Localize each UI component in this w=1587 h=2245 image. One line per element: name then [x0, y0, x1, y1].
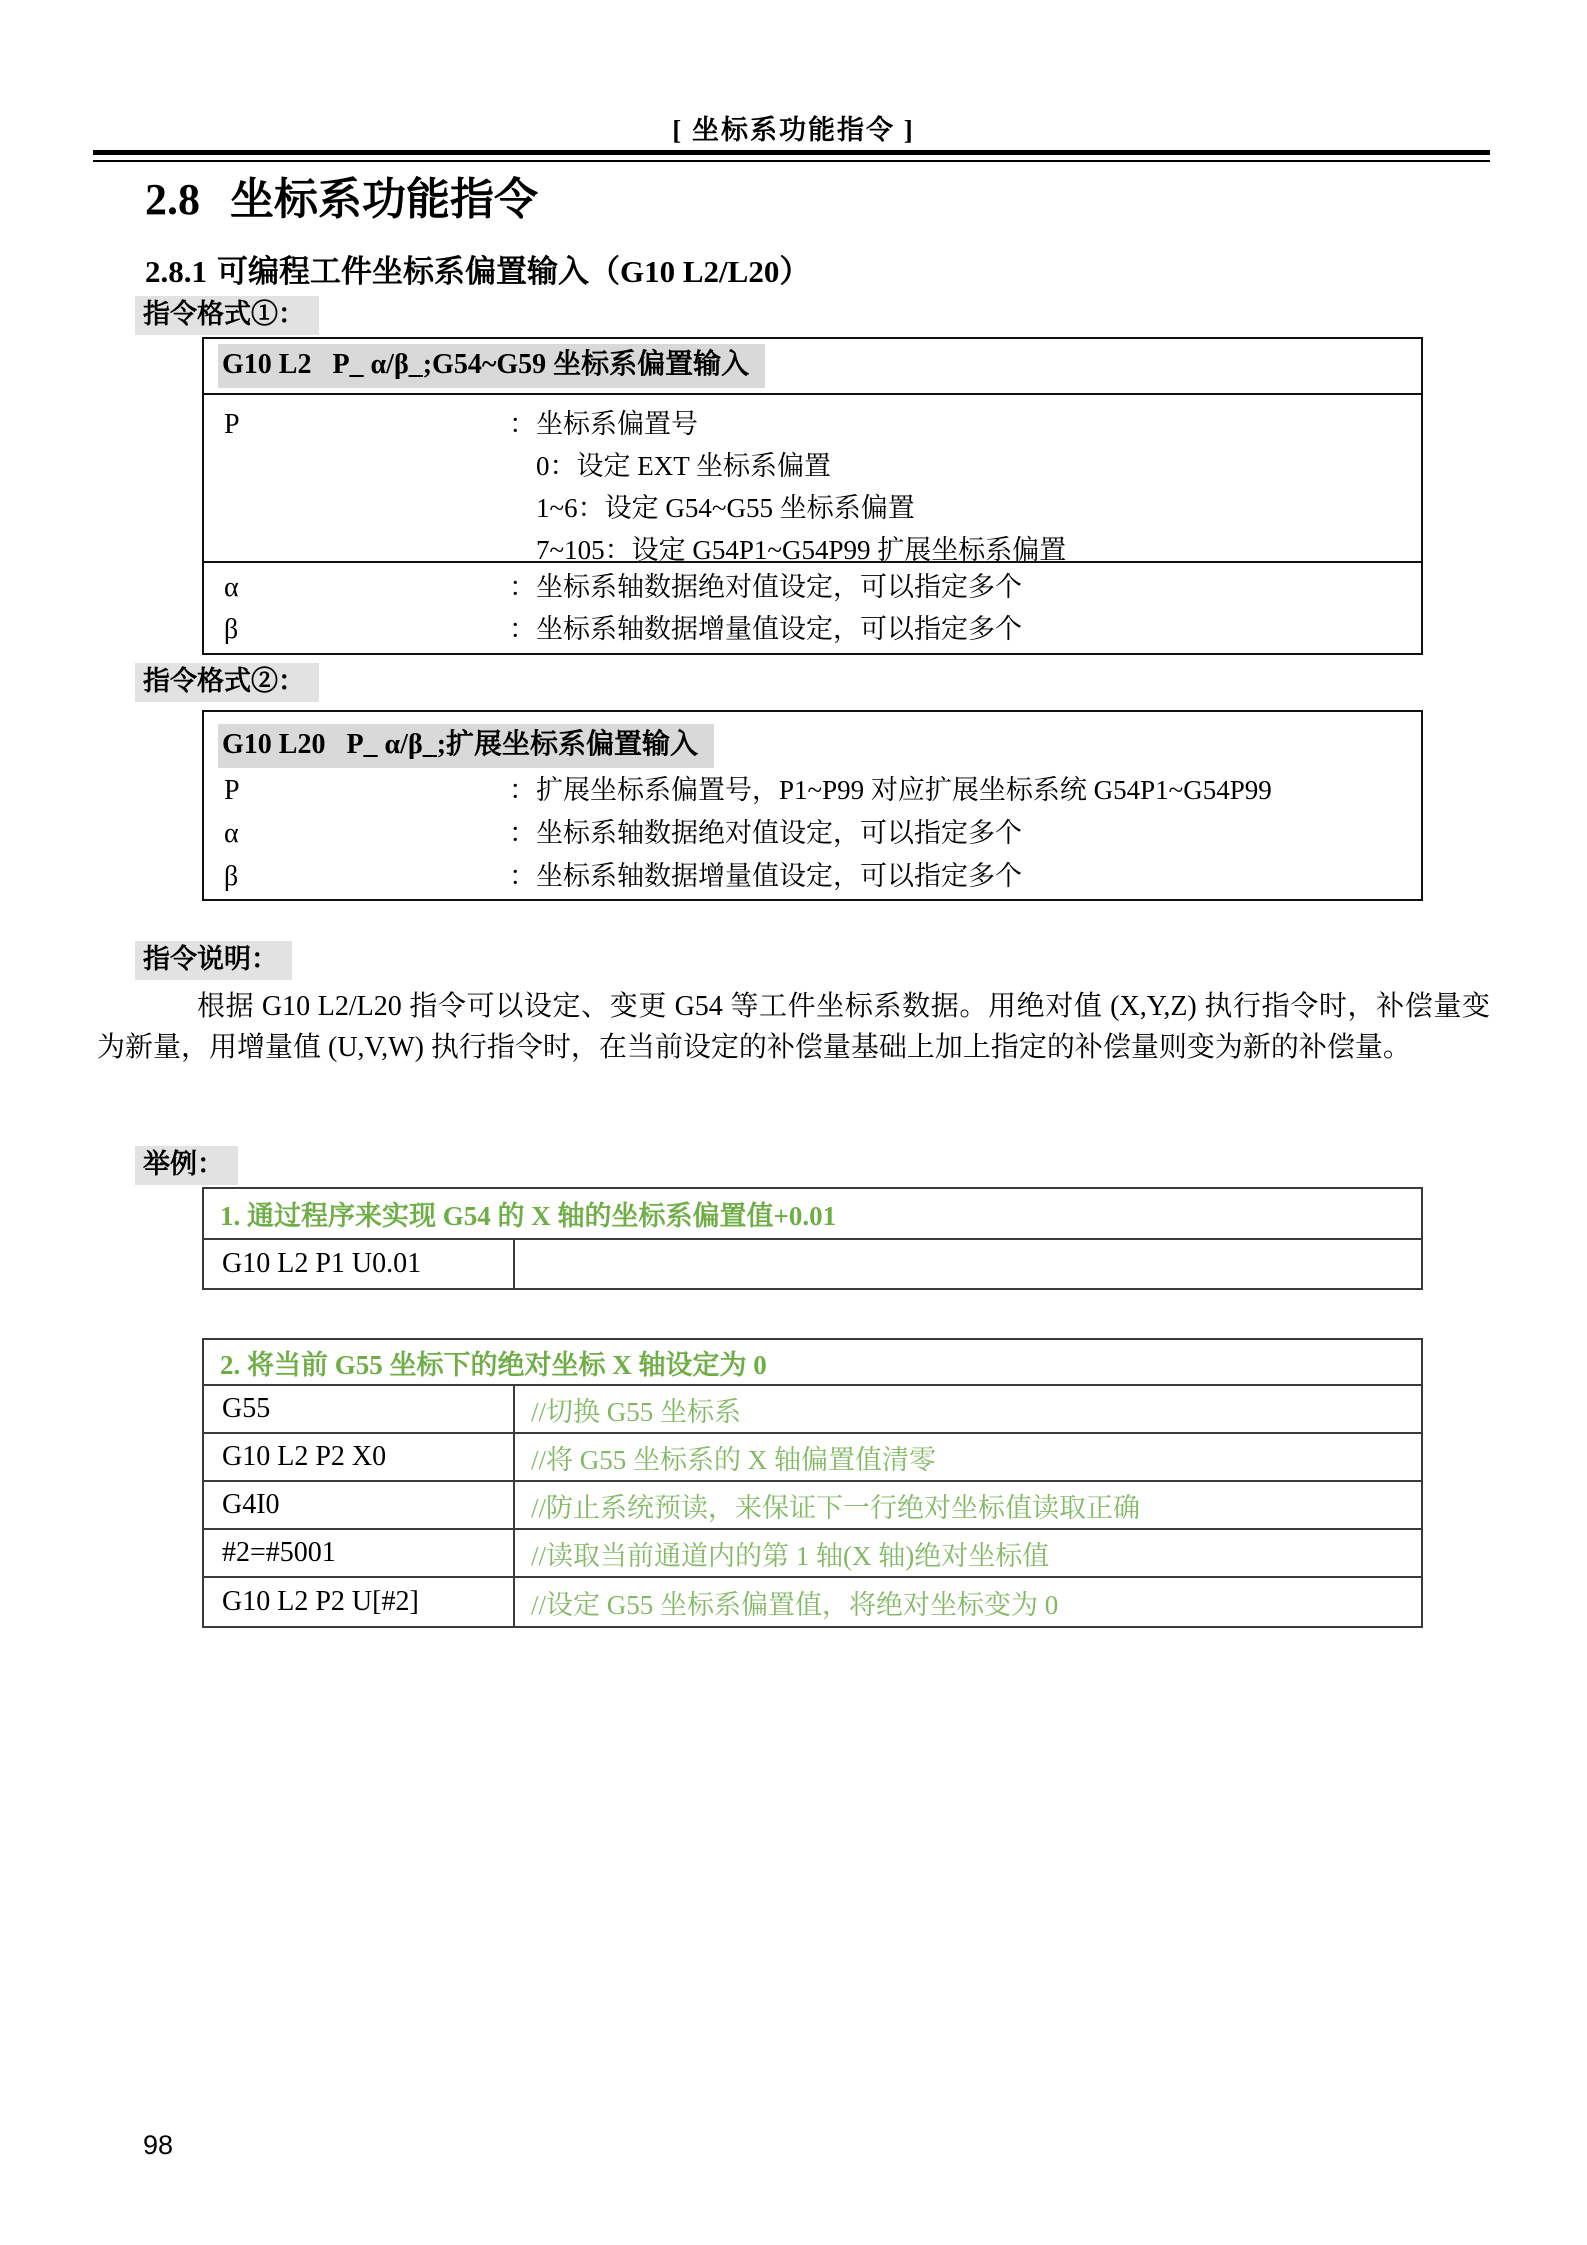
- section-heading: [145, 163, 538, 227]
- comment-cell: //切换 G55 坐标系: [531, 1396, 742, 1427]
- param-desc: ：扩展坐标系偏置号，P1~P99 对应扩展坐标系统 G54P1~G54P99: [509, 775, 1272, 805]
- table-row: [204, 1530, 1421, 1578]
- param-desc: ：坐标系偏置号: [509, 409, 698, 439]
- format1-axis-section: [204, 561, 1421, 649]
- comment-cell: [515, 1240, 1421, 1288]
- code-cell: G10 L2 P2 X0: [204, 1434, 515, 1480]
- table-row: [204, 1482, 1421, 1530]
- label-explanation: 指令说明：: [135, 941, 292, 980]
- param-desc: ：坐标系轴数据增量值设定，可以指定多个: [509, 861, 1022, 891]
- code-cell: G4I0: [204, 1482, 515, 1528]
- comment-cell: //设定 G55 坐标系偏置值，将绝对坐标变为 0: [531, 1589, 1059, 1620]
- param-desc: ：坐标系轴数据增量值设定，可以指定多个: [509, 614, 1022, 644]
- label-format1: 指令格式①：: [135, 296, 319, 335]
- code-cell: G10 L2 P1 U0.01: [204, 1240, 515, 1288]
- param-desc: ：坐标系轴数据绝对值设定，可以指定多个: [509, 572, 1022, 602]
- format1-header-row: [204, 339, 1421, 393]
- subsection-heading: [145, 246, 810, 291]
- comment-cell: //防止系统预读，来保证下一行绝对坐标值读取正确: [531, 1492, 1141, 1523]
- code-cell: #2=#5001: [204, 1530, 515, 1576]
- label-examples: 举例：: [135, 1146, 238, 1185]
- comment-cell: //读取当前通道内的第 1 轴(X 轴)绝对坐标值: [531, 1540, 1050, 1571]
- table-row: [204, 1386, 1421, 1434]
- param-name: β: [224, 614, 239, 645]
- param-name: α: [224, 572, 239, 603]
- param-name: P: [224, 775, 240, 806]
- page-number: 98: [143, 2130, 174, 2160]
- format2-body: [204, 712, 1421, 899]
- format-table-2: [202, 710, 1423, 901]
- section-title: 坐标系功能指令: [230, 175, 538, 224]
- comment-cell: //将 G55 坐标系的 X 轴偏置值清零: [531, 1444, 936, 1475]
- section-number: 2.8: [145, 175, 200, 224]
- running-header: [ 坐标系功能指令 ]: [672, 115, 915, 145]
- table-row: [204, 1434, 1421, 1482]
- example-table-1: [202, 1187, 1423, 1290]
- code-cell: G10 L2 P2 U[#2]: [204, 1578, 515, 1626]
- param-name: P: [224, 409, 240, 440]
- format1-syntax: G10 L2 P_ α/β_;G54~G59 坐标系偏置输入: [218, 344, 765, 388]
- subsection-number: 2.8.1: [145, 254, 207, 289]
- param-name: α: [224, 818, 239, 849]
- table-row: [204, 1578, 1421, 1626]
- example-table-2: [202, 1338, 1423, 1628]
- subsection-title: 可编程工件坐标系偏置输入（G10 L2/L20）: [217, 254, 811, 289]
- explanation-paragraph: 根据 G10 L2/L20 指令可以设定、变更 G54 等工件坐标系数据。用绝对值 (X,Y,Z) 执行指令时，补偿量变为新量，用增量值 (U,V,W) 执行指令时，在当前设定的补偿量基础上加上指定的补偿量则变为新的补偿量。: [97, 991, 1490, 1063]
- format1-param-p-section: [204, 393, 1421, 565]
- param-subitem: 7~105：设定 G54P1~G54P99 扩展坐标系偏置: [536, 535, 1067, 565]
- format-table-1: [202, 337, 1423, 655]
- param-subitem: 0：设定 EXT 坐标系偏置: [536, 451, 831, 481]
- code-cell: G55: [204, 1386, 515, 1432]
- label-format2: 指令格式②：: [135, 663, 319, 702]
- param-name: β: [224, 861, 239, 892]
- table-row: [204, 1240, 1421, 1288]
- example2-title: 2. 将当前 G55 坐标下的绝对坐标 X 轴设定为 0: [204, 1340, 1421, 1386]
- example1-title: 1. 通过程序来实现 G54 的 X 轴的坐标系偏置值+0.01: [204, 1189, 1421, 1240]
- param-subitem: 1~6：设定 G54~G55 坐标系偏置: [536, 493, 915, 523]
- format2-syntax: G10 L20 P_ α/β_;扩展坐标系偏置输入: [218, 724, 714, 768]
- param-desc: ：坐标系轴数据绝对值设定，可以指定多个: [509, 818, 1022, 848]
- header-rule: [93, 150, 1490, 162]
